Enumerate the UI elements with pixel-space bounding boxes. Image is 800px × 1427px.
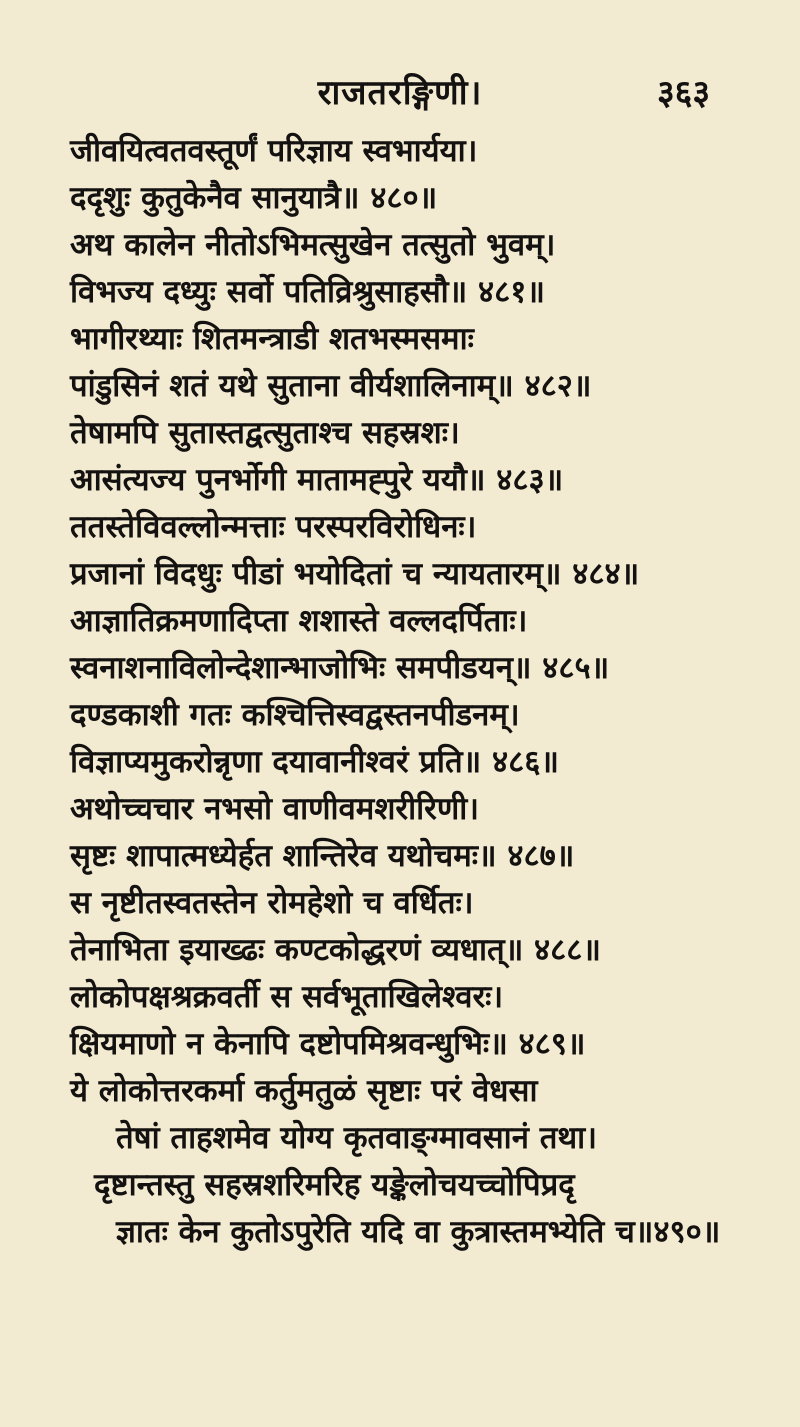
verse-line: दण्डकाशी गतः कश्चित्तिस्वद्वस्तनपीडनम्। [70, 697, 520, 733]
verse-line: ददृशुः कुतुकेनैव सानुयात्रै॥ ४८०॥ [70, 180, 438, 216]
verse-line: जीवयित्वतवस्तूर्णं परिज्ञाय स्वभार्यया। [70, 133, 478, 169]
page-number: ३६३ [656, 73, 710, 113]
verse-line: ये लोकोत्तरकर्मा कर्तुमतुळं सृष्टाः परं वेधसा [70, 1073, 538, 1109]
verse-line: क्षियमाणो न केनापि दष्टोपमिश्रवन्धुभिः॥ ४८९॥ [70, 1026, 586, 1062]
verse-line: स नृष्टीतस्वतस्तेन रोमहेशो च वर्धितः। [70, 885, 474, 921]
verse-line: लोकोपक्षश्रक्रवर्ती स सर्वभूताखिलेश्वरः। [70, 979, 504, 1015]
verse-line: भागीरथ्याः शितमन्त्राडी शतभस्मसमाः [70, 321, 474, 357]
verse-line: प्रजानां विदधुः पीडां भयोदितां च न्यायतारम्॥ ४८४॥ [70, 556, 640, 592]
verse-line: तेषामपि सुतास्तद्वत्सुताश्च सहस्रशः। [70, 415, 460, 451]
page-header [90, 62, 710, 112]
running-title: राजतरङ्गिणी। [317, 73, 483, 113]
verse-line: स्वनाशनाविलोन्देशान्भाजोभिः समपीडयन्॥ ४८५॥ [70, 650, 610, 686]
verse-line: आज्ञातिक्रमणादिप्ता शशास्ते वल्लदर्पिताः। [70, 603, 528, 639]
verse-line: विभज्य दध्युः सर्वो पतिव्रिश्रुसाहसौ॥ ४८१॥ [70, 274, 545, 310]
verse-line: दृष्टान्तस्तु सहस्रशरिमरिह यङ्केलोचयच्चोपिप्रदृ [94, 1167, 575, 1203]
verse-line: अथोच्चचार नभसो वाणीवमशरीरिणी। [70, 791, 480, 827]
verse-line: ततस्तेविवल्लोन्मत्ताः परस्परविरोधिनः। [70, 509, 477, 545]
verse-line: ज्ञातः केन कुतोऽपुरेति यदि वा कुत्रास्तमभ्येति च॥४९०॥ [116, 1214, 721, 1250]
verse-line: सृष्टः शापात्मध्येर्हत शान्तिरेव यथोचमः॥ ४८७॥ [70, 838, 575, 874]
verse-line: आसंत्यज्य पुनर्भोगी मातामह्पुरे ययौ॥ ४८३॥ [70, 462, 564, 498]
verse-line: विज्ञाप्यमुकरोन्नृणा दयावानीश्वरं प्रति॥ ४८६॥ [70, 744, 559, 780]
verse-text [62, 128, 760, 1256]
verse-line: अथ कालेन नीतोऽभिमत्सुखेन तत्सुतो भुवम्। [70, 227, 556, 263]
verse-line: तेनाभिता इयाख्ढः कण्टकोद्धरणं व्यधात्॥ ४८८॥ [70, 932, 601, 968]
verse-line: पांडुसिनं शतं यथे सुताना वीर्यशालिनाम्॥ ४८२॥ [70, 368, 592, 404]
verse-line: तेषां ताहशमेव योग्य कृतवाङ्ग्मावसानं तथा। [116, 1120, 597, 1156]
